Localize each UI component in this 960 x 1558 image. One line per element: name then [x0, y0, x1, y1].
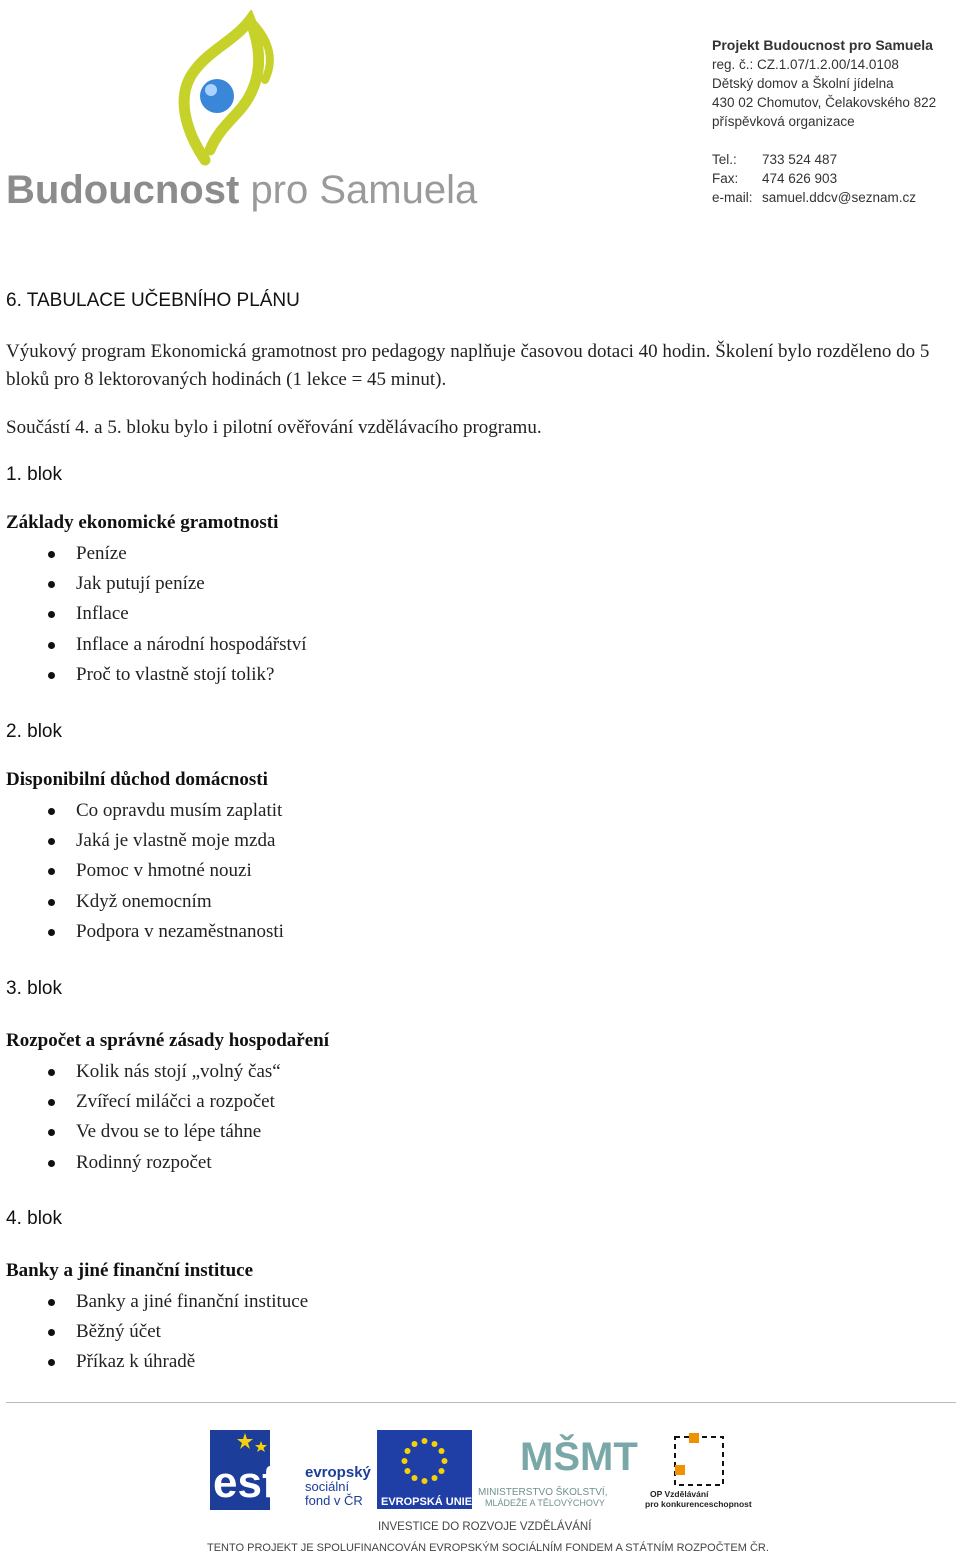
- tel-label: Tel.:: [712, 152, 737, 167]
- project-address: 430 02 Chomutov, Čelakovského 822: [712, 95, 937, 110]
- list-item: Peníze: [0, 539, 307, 569]
- intro-paragraph: Výukový program Ekonomická gramotnost pro pedagogy naplňuje časovou dotaci 40 hodin. Školení bylo rozděleno do 5 bloků pro 8 lektorovaných hodinách (1 lekce = 45 minut).: [6, 341, 930, 390]
- eu-label: EVROPSKÁ UNIE: [381, 1496, 473, 1508]
- project-title: Projekt Budoucnost pro Samuela: [712, 37, 933, 53]
- section-heading: 6. TABULACE UČEBNÍHO PLÁNU: [6, 290, 300, 311]
- svg-text:MŠMT: MŠMT: [520, 1435, 638, 1479]
- list-item: Jak putují peníze: [0, 569, 307, 599]
- footer-cofinancing: TENTO PROJEKT JE SPOLUFINANCOVÁN EVROPSKÝM SOCIÁLNÍM FONDEM A STÁTNÍM ROZPOČTEM ČR.: [207, 1542, 769, 1554]
- block-1-title: Základy ekonomické gramotnosti: [6, 512, 279, 533]
- block-2-label: 2. blok: [6, 721, 62, 742]
- block-3-list: [0, 1057, 281, 1178]
- project-info: [712, 36, 936, 131]
- list-item: Pomoc v hmotné nouzi: [0, 856, 284, 886]
- list-item: Banky a jiné finanční instituce: [0, 1287, 308, 1317]
- block-4-list: [0, 1287, 308, 1378]
- email-value: samuel.ddcv@seznam.cz: [762, 190, 917, 205]
- list-item: Zvířecí miláčci a rozpočet: [0, 1087, 281, 1117]
- list-item: Příkaz k úhradě: [0, 1347, 308, 1377]
- esf-line-1: evropský: [305, 1464, 371, 1481]
- esf-line-3: fond v ČR: [305, 1493, 363, 1508]
- msmt-line-1: MINISTERSTVO ŠKOLSTVÍ,: [478, 1487, 608, 1498]
- op-line-2: pro konkurenceschopnost: [645, 1499, 752, 1509]
- project-reg: reg. č.: CZ.1.07/1.2.00/14.0108: [712, 57, 899, 72]
- email-label: e-mail:: [712, 190, 753, 205]
- footer-logos: [205, 1425, 765, 1515]
- block-1-list: [0, 539, 307, 690]
- list-item: Co opravdu musím zaplatit: [0, 796, 284, 826]
- pilot-paragraph: Součástí 4. a 5. bloku bylo i pilotní ověřování vzdělávacího programu.: [6, 417, 542, 438]
- list-item: Ve dvou se to lépe táhne: [0, 1117, 281, 1147]
- tel-value: 733 524 487: [762, 152, 838, 167]
- svg-text:esf: esf: [213, 1458, 277, 1507]
- msmt-logo-icon: [478, 1433, 638, 1508]
- block-3-label: 3. blok: [6, 978, 62, 999]
- esf-line-2: sociální: [305, 1479, 350, 1494]
- fax-label: Fax:: [712, 171, 739, 186]
- list-item: Inflace: [0, 599, 307, 629]
- logo-word-budoucnost: Budoucnost: [6, 168, 240, 212]
- project-org-type: příspěvková organizace: [712, 114, 855, 129]
- block-4-label: 4. blok: [6, 1208, 62, 1229]
- list-item: Když onemocním: [0, 887, 284, 917]
- list-item: Proč to vlastně stojí tolik?: [0, 660, 307, 690]
- fax-value: 474 626 903: [762, 171, 838, 186]
- list-item: Podpora v nezaměstnanosti: [0, 917, 284, 947]
- block-1-label: 1. blok: [6, 464, 62, 485]
- list-item: Rodinný rozpočet: [0, 1148, 281, 1178]
- list-item: Inflace a národní hospodářství: [0, 630, 307, 660]
- op-vzdelavani-logo-icon: [645, 1433, 752, 1509]
- footer-divider: [6, 1402, 956, 1403]
- samuel-logo-icon: [165, 10, 290, 170]
- contact-info: [712, 150, 916, 207]
- msmt-line-2: MLÁDEŽE A TĚLOVÝCHOVY: [485, 1498, 605, 1508]
- logo-wordmark: [6, 168, 477, 212]
- block-4-title: Banky a jiné finanční instituce: [6, 1260, 254, 1281]
- list-item: Běžný účet: [0, 1317, 308, 1347]
- list-item: Kolik nás stojí „volný čas“: [0, 1057, 281, 1087]
- list-item: Jaká je vlastně moje mzda: [0, 826, 284, 856]
- eu-flag-icon: [377, 1430, 472, 1509]
- block-3-title: Rozpočet a správné zásady hospodaření: [6, 1030, 330, 1051]
- project-org: Dětský domov a Školní jídelna: [712, 76, 894, 91]
- footer-investice: INVESTICE DO ROZVOJE VZDĚLÁVÁNÍ: [378, 1521, 592, 1533]
- block-2-list: [0, 796, 284, 947]
- block-2-title: Disponibilní důchod domácnosti: [6, 769, 268, 790]
- logo-word-pro-samuela: pro Samuela: [250, 168, 478, 212]
- op-line-1: OP Vzdělávání: [650, 1489, 709, 1499]
- esf-logo-icon: [210, 1430, 372, 1510]
